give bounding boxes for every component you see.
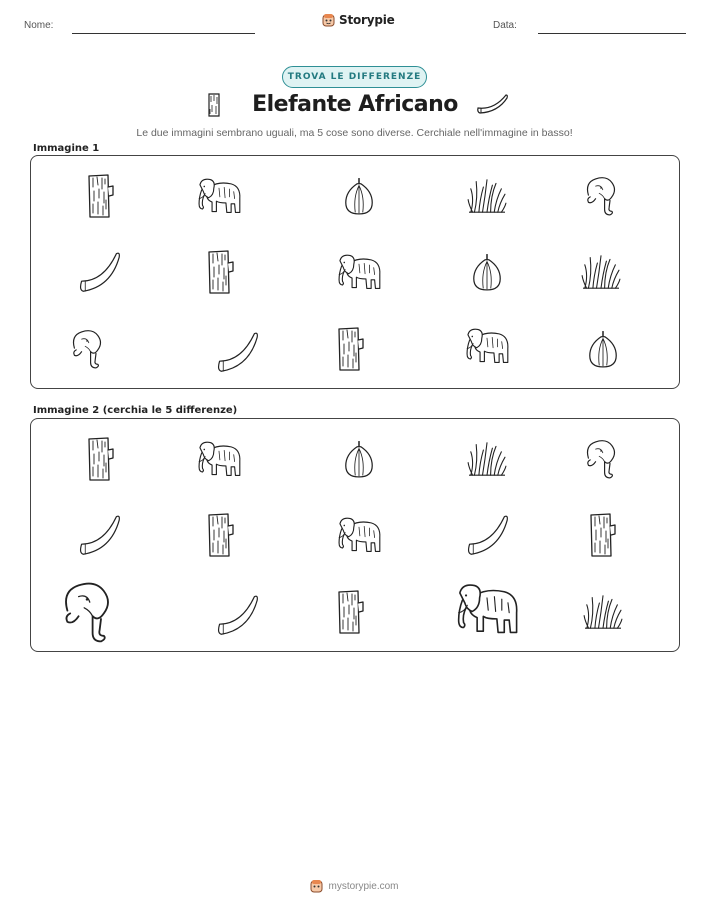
brand-name: Storypie (339, 13, 395, 27)
elephant-icon[interactable] (319, 234, 399, 310)
tree-trunk-icon[interactable] (309, 574, 389, 650)
grass-icon[interactable] (561, 234, 641, 310)
elephant-icon[interactable] (319, 497, 399, 573)
image1-label: Immagine 1 (33, 143, 100, 154)
storypie-mascot-icon (310, 879, 323, 893)
elephant-large-icon[interactable] (447, 571, 527, 647)
elephant-icon[interactable] (179, 421, 259, 497)
storypie-mascot-icon (322, 13, 335, 27)
fig-icon[interactable] (319, 421, 399, 497)
name-label: Nome: (24, 20, 54, 31)
elephant-icon[interactable] (447, 308, 527, 384)
date-line[interactable] (538, 33, 686, 34)
tree-trunk-icon[interactable] (561, 497, 641, 573)
brand-logo (322, 13, 395, 27)
trunk-head-icon[interactable] (561, 158, 641, 234)
trunk-head-icon[interactable] (47, 311, 127, 387)
fig-icon[interactable] (563, 311, 643, 387)
image2-label: Immagine 2 (cerchia le 5 differenze) (33, 405, 238, 416)
name-line[interactable] (72, 33, 255, 34)
image1-panel (30, 155, 680, 389)
grass-icon[interactable] (447, 158, 527, 234)
image2-panel (30, 418, 680, 652)
tree-trunk-icon[interactable] (59, 158, 139, 234)
tusk-icon[interactable] (447, 497, 527, 573)
fig-icon[interactable] (319, 158, 399, 234)
tree-trunk-icon[interactable] (179, 497, 259, 573)
tusk-icon[interactable] (59, 234, 139, 310)
elephant-icon[interactable] (179, 158, 259, 234)
grass-icon[interactable] (447, 421, 527, 497)
tusk-icon (476, 92, 510, 116)
tusk-icon[interactable] (197, 314, 277, 390)
date-label: Data: (493, 20, 517, 31)
tusk-icon[interactable] (59, 497, 139, 573)
trunk-head-icon[interactable] (561, 421, 641, 497)
instructions: Le due immagini sembrano uguali, ma 5 cose sono diverse. Cerchiale nell'immagine in basso! (136, 127, 573, 139)
footer (0, 879, 709, 893)
tree-trunk-icon[interactable] (309, 311, 389, 387)
activity-badge: TROVA LE DIFFERENZE (282, 66, 427, 88)
tree-trunk-icon (206, 92, 222, 118)
trunk-head-large-icon[interactable] (47, 574, 127, 650)
footer-url[interactable]: mystorypie.com (328, 880, 399, 892)
page-title: Elefante Africano (252, 92, 458, 117)
tusk-icon[interactable] (197, 577, 277, 653)
tree-trunk-icon[interactable] (59, 421, 139, 497)
fig-icon[interactable] (447, 234, 527, 310)
tree-trunk-icon[interactable] (179, 234, 259, 310)
grass-icon[interactable] (563, 574, 643, 650)
